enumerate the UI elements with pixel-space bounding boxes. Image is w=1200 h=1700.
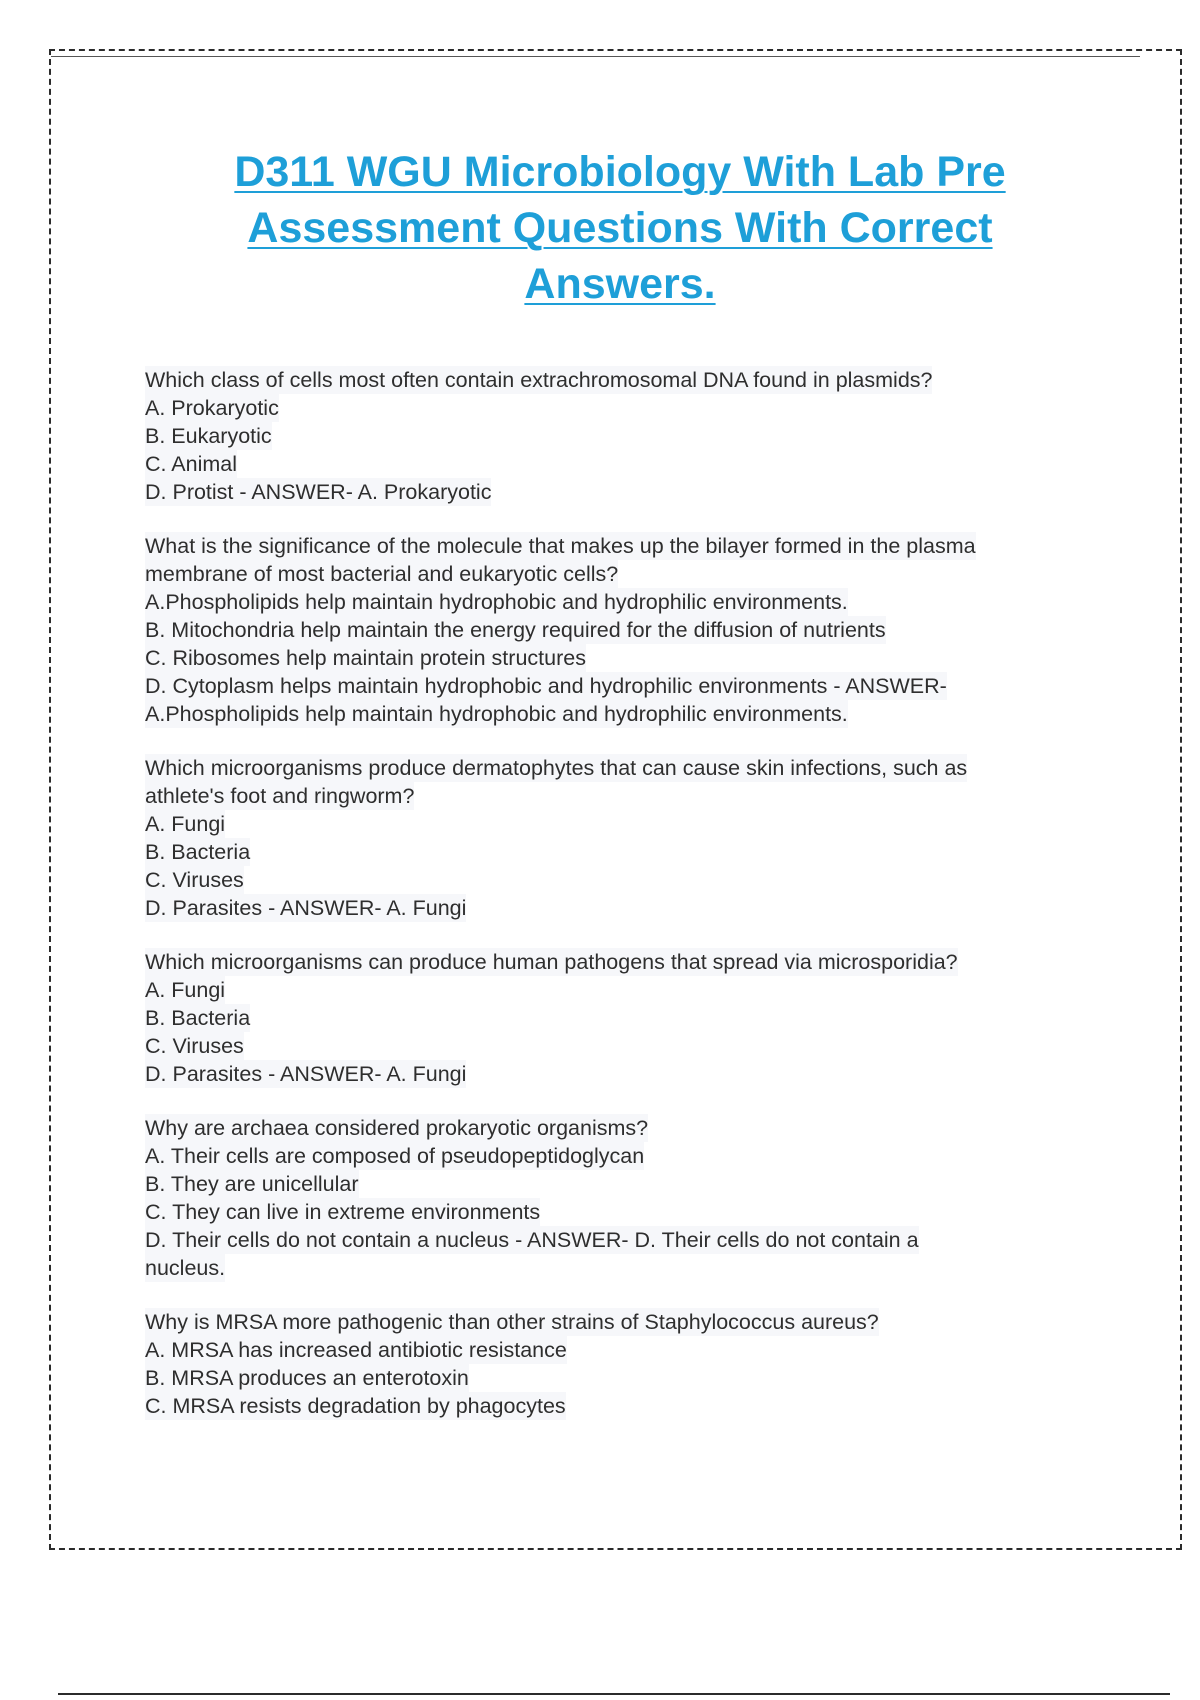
question-2-text: What is the significance of the molecule that makes up the bilayer formed in the plasma	[145, 534, 976, 558]
question-1-option-d-answer: D. Protist - ANSWER- A. Prokaryotic	[145, 480, 492, 504]
question-5-option-b: B. They are unicellular	[145, 1172, 359, 1196]
question-4-option-c: C. Viruses	[145, 1034, 244, 1058]
question-block-2	[145, 532, 1090, 728]
question-4-text: Which microorganisms can produce human pathogens that spread via microsporidia?	[145, 950, 958, 974]
question-block-1	[145, 366, 1090, 506]
question-list	[145, 366, 1090, 1446]
question-2-option-d-answer: D. Cytoplasm helps maintain hydrophobic and hydrophilic environments - ANSWER-	[145, 674, 947, 698]
title-line-3: Answers.	[524, 260, 716, 308]
question-block-6	[145, 1308, 1090, 1420]
question-1-option-a: A. Prokaryotic	[145, 396, 279, 420]
question-5-answer-cont: nucleus.	[145, 1256, 226, 1280]
question-3-text-cont: athlete's foot and ringworm?	[145, 784, 415, 808]
question-block-3	[145, 754, 1090, 922]
question-2-text-cont: membrane of most bacterial and eukaryotic cells?	[145, 562, 619, 586]
title-line-1: D311 WGU Microbiology With Lab Pre	[234, 148, 1006, 196]
question-5-text: Why are archaea considered prokaryotic organisms?	[145, 1116, 649, 1140]
question-3-option-a: A. Fungi	[145, 812, 226, 836]
question-2-option-b: B. Mitochondria help maintain the energy required for the diffusion of nutrients	[145, 618, 886, 642]
question-6-option-a: A. MRSA has increased antibiotic resistance	[145, 1338, 567, 1362]
question-3-option-b: B. Bacteria	[145, 840, 251, 864]
question-2-option-a: A.Phospholipids help maintain hydrophobic and hydrophilic environments.	[145, 590, 848, 614]
frame-top-rule	[51, 56, 1140, 57]
title-line-2: Assessment Questions With Correct	[247, 204, 993, 252]
question-2-answer-cont: A.Phospholipids help maintain hydrophobic and hydrophilic environments.	[145, 702, 848, 726]
question-4-option-a: A. Fungi	[145, 978, 226, 1002]
question-block-5	[145, 1114, 1090, 1282]
question-6-option-c: C. MRSA resists degradation by phagocytes	[145, 1394, 566, 1418]
bottom-rule	[58, 1693, 1170, 1695]
question-4-option-d-answer: D. Parasites - ANSWER- A. Fungi	[145, 1062, 467, 1086]
question-6-option-b: B. MRSA produces an enterotoxin	[145, 1366, 469, 1390]
question-block-4	[145, 948, 1090, 1088]
question-5-option-a: A. Their cells are composed of pseudopeptidoglycan	[145, 1144, 645, 1168]
question-1-option-b: B. Eukaryotic	[145, 424, 272, 448]
question-1-option-c: C. Animal	[145, 452, 238, 476]
question-5-option-c: C. They can live in extreme environments	[145, 1200, 541, 1224]
question-2-option-c: C. Ribosomes help maintain protein structures	[145, 646, 586, 670]
question-1-text: Which class of cells most often contain extrachromosomal DNA found in plasmids?	[145, 368, 933, 392]
question-3-option-d-answer: D. Parasites - ANSWER- A. Fungi	[145, 896, 467, 920]
document-title	[130, 144, 1110, 312]
question-3-text: Which microorganisms produce dermatophytes that can cause skin infections, such as	[145, 756, 968, 780]
question-4-option-b: B. Bacteria	[145, 1006, 251, 1030]
question-3-option-c: C. Viruses	[145, 868, 244, 892]
question-5-option-d-answer: D. Their cells do not contain a nucleus - ANSWER- D. Their cells do not contain a	[145, 1228, 919, 1252]
question-6-text: Why is MRSA more pathogenic than other strains of Staphylococcus aureus?	[145, 1310, 879, 1334]
